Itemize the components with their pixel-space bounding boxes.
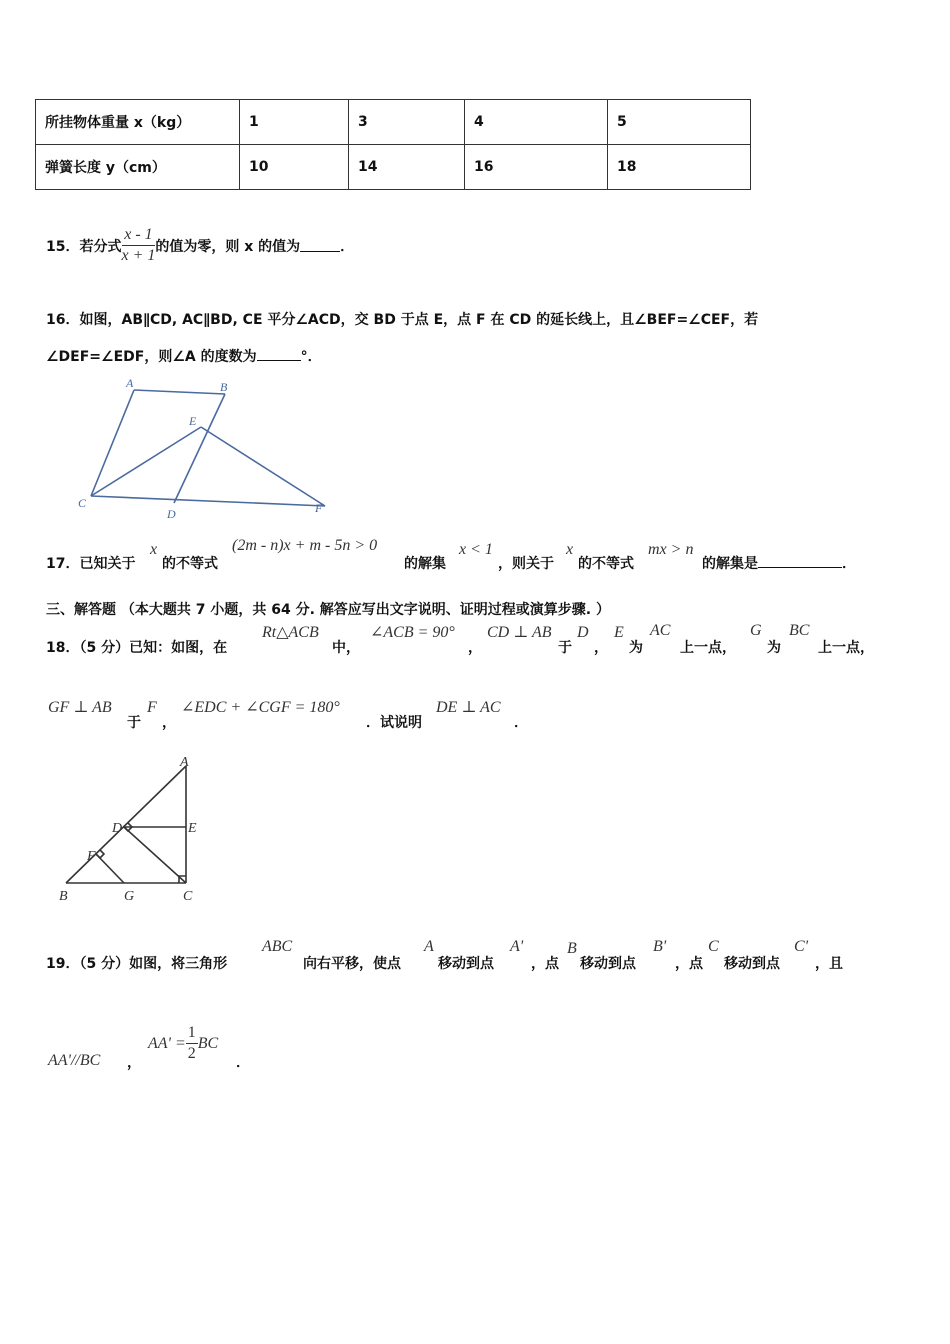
q17-m4: x [566,541,574,558]
q16-line1: 16．如图，AB∥CD, AC∥BD, CE 平分∠ACD，交 BD 于点 E，点 F 在 CD 的延长线上，且∠BEF=∠CEF，若 [46,312,759,328]
table-cell: 所挂物体重量 x（kg） [36,100,240,145]
table-cell: 14 [349,145,465,190]
segment-ab [66,766,186,883]
table-cell: 弹簧长度 y（cm） [36,145,240,190]
q18-m1: Rt△ACB [262,624,319,641]
q19-p5: 移动到点 [580,956,636,972]
label-d: D [167,507,176,521]
q18-m8: BC [789,622,810,639]
label-e: E [188,821,197,836]
q15-fraction [121,226,155,265]
section-3-title: 三、解答题 （本大题共 7 小题，共 64 分. 解答应写出文字说明、证明过程或演算步骤. ） [46,602,610,618]
label-b: B [59,889,68,904]
q19-frac-num: 1 [186,1024,198,1044]
table-cell: 1 [240,100,349,145]
q19-m6: C [708,938,719,955]
q19-p3: 移动到点 [438,956,494,972]
q19-m4: B [567,940,577,957]
label-f: F [87,849,96,864]
table-cell: 3 [349,100,465,145]
q18-m4: D [577,624,589,641]
table-row [36,100,751,145]
q19-p8: ，且 [815,956,843,972]
q15-frac-den: x + 1 [121,247,156,264]
q18-l2-p3: ．试说明 [366,715,422,731]
q18-m6: AC [650,622,671,639]
q17-p4: ，则关于 [498,556,554,572]
q16-line2: ∠DEF=∠EDF，则∠A 的度数为 [46,349,257,365]
label-c: C [78,496,87,510]
question-15 [46,226,354,265]
q18-p8: 为 [767,640,781,656]
q18-m5: E [614,624,624,641]
segment-ab [134,390,225,394]
q19-p4: ，点 [531,956,559,972]
q18-p2: 中， [332,640,360,656]
q18-l2-m4: DE ⊥ AC [436,699,501,716]
q19-m3: A' [510,938,524,955]
q16-figure [70,372,350,522]
q16-end: °． [300,349,322,365]
label-d: D [112,821,123,836]
q18-p4: 于 [558,640,572,656]
q18-l2-m1: GF ⊥ AB [48,699,112,716]
q17-end: ． [842,556,856,572]
q17-m2: (2m - n)x + m - 5n > 0 [232,537,378,554]
segment-bd [174,394,225,503]
q19-m7: C' [794,938,809,955]
segment-dc [124,827,186,883]
q19-fraction [186,1024,198,1063]
table-cell: 5 [608,100,751,145]
q17-m5: mx > n [648,541,694,558]
segment-ef [201,427,325,506]
q18-l2-m3: ∠EDC + ∠CGF = 180° [181,699,340,716]
q18-p6: 为 [629,640,643,656]
table-cell: 18 [608,145,751,190]
q18-l2-p1: 于 [127,715,141,731]
q18-m7: G [750,622,762,639]
q19-l2-m3: BC [197,1034,219,1052]
q18-p1: 18．（5 分）已知：如图，在 [46,640,228,656]
q19-l2-m1: AA'//BC [48,1052,101,1069]
q19-l2-p1: ， [127,1055,141,1071]
q19-p6: ，点 [675,956,703,972]
label-e: E [189,414,197,428]
right-angle-f [96,850,104,858]
q17-m3: x < 1 [459,541,493,558]
q19-p2: 向右平移，使点 [303,956,401,972]
answer-blank [758,555,842,568]
table-cell: 10 [240,145,349,190]
q17-p6: 的解集是 [702,556,758,572]
q19-m2: A [424,938,434,955]
q17-m1: x [150,541,158,558]
label-a: A [180,755,189,770]
q19-l2-p2: ． [236,1055,250,1071]
answer-blank [300,239,340,252]
q18-p7: 上一点， [680,640,736,656]
q15-frac-num: x - 1 [122,226,154,246]
spring-data-table [35,99,751,190]
q19-m1: ABC [262,938,293,955]
q15-end: ． [340,238,355,255]
q19-m5: B' [653,938,667,955]
q19-l2-m2: AA' = [148,1034,186,1052]
answer-blank [257,348,301,361]
q18-p5: ， [594,640,608,656]
q18-figure [52,752,212,904]
q18-m3: CD ⊥ AB [487,624,552,641]
q19-p1: 19．（5 分）如图，将三角形 [46,956,228,972]
q18-p9: 上一点， [818,640,874,656]
segment-cf [91,496,325,506]
label-c: C [183,889,193,904]
label-b: B [220,380,228,394]
q15-suffix: 的值为零，则 x 的值为 [155,238,301,255]
table-cell: 4 [465,100,608,145]
q17-tail [702,553,856,573]
q15-prefix: 15．若分式 [46,238,122,255]
q18-l2-p4: ． [514,715,528,731]
q19-l2-eq [148,1024,218,1063]
q18-l2-p2: ， [162,715,176,731]
q19-frac-den: 2 [187,1045,196,1062]
q18-p3: ， [468,640,482,656]
label-g: G [124,889,135,904]
q18-l2-m2: F [147,699,157,716]
q16-line2-wrap [46,346,322,366]
q17-p2: 的不等式 [162,556,218,572]
label-a: A [126,376,134,390]
table-row [36,145,751,190]
table-cell: 16 [465,145,608,190]
q17-p1: 17．已知关于 [46,556,136,572]
label-f: F [315,501,323,515]
segment-ce [91,427,201,496]
q18-m2: ∠ACB = 90° [370,624,455,641]
segment-ac [91,390,134,496]
q17-p3: 的解集 [404,556,446,572]
q19-p7: 移动到点 [724,956,780,972]
q17-p5: 的不等式 [578,556,634,572]
